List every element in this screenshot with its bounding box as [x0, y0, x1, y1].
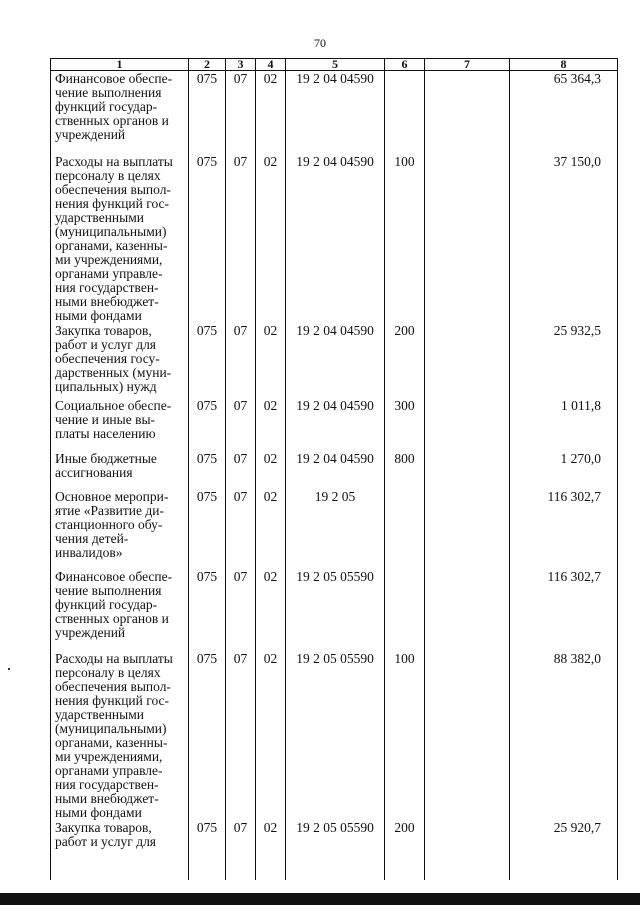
row-code-7: [425, 651, 510, 820]
row-name: Социальное обеспе- чение и иные вы- платы населению: [51, 398, 189, 451]
row-code-7: [425, 820, 510, 880]
budget-table: [50, 58, 618, 880]
row-code-2: 075: [189, 451, 226, 489]
table-row: [51, 71, 618, 154]
row-code-4: 02: [256, 398, 286, 451]
table-row: [51, 651, 618, 820]
header-cell: 3: [226, 59, 256, 71]
row-code-5: 19 2 04 04590: [286, 451, 385, 489]
row-code-2: 075: [189, 820, 226, 880]
row-code-6: [385, 569, 425, 651]
row-name: Финансовое обеспе- чение выполнения функций государ- ственных органов и учреждений: [51, 569, 189, 651]
row-code-6: 100: [385, 651, 425, 820]
row-code-4: 02: [256, 489, 286, 569]
row-code-5: 19 2 04 04590: [286, 323, 385, 398]
row-code-6: 100: [385, 154, 425, 323]
header-cell: 8: [510, 59, 618, 71]
row-code-2: 075: [189, 489, 226, 569]
row-code-2: 075: [189, 71, 226, 154]
margin-mark: [8, 668, 10, 670]
row-name: Иные бюджетные ассигнования: [51, 451, 189, 489]
row-code-6: [385, 489, 425, 569]
row-code-7: [425, 451, 510, 489]
row-code-7: [425, 398, 510, 451]
row-code-6: [385, 71, 425, 154]
row-code-7: [425, 154, 510, 323]
row-code-7: [425, 489, 510, 569]
row-sum: 65 364,3: [510, 71, 618, 154]
row-sum: 116 302,7: [510, 489, 618, 569]
header-cell: 4: [256, 59, 286, 71]
table-row: [51, 569, 618, 651]
row-name: Закупка товаров, работ и услуг для обеспечения госу- дарственных (муни- ципальных) нужд: [51, 323, 189, 398]
row-code-5: 19 2 05 05590: [286, 569, 385, 651]
row-sum: 1 270,0: [510, 451, 618, 489]
row-code-3: 07: [226, 323, 256, 398]
row-name: Закупка товаров, работ и услуг для: [51, 820, 189, 880]
header-cell: 1: [51, 59, 189, 71]
row-code-3: 07: [226, 451, 256, 489]
row-code-3: 07: [226, 154, 256, 323]
row-sum: 1 011,8: [510, 398, 618, 451]
row-code-5: 19 2 05 05590: [286, 651, 385, 820]
header-row: [51, 59, 618, 71]
table-row: [51, 154, 618, 323]
row-code-2: 075: [189, 154, 226, 323]
row-code-7: [425, 569, 510, 651]
row-code-6: 300: [385, 398, 425, 451]
row-code-3: 07: [226, 569, 256, 651]
row-code-5: 19 2 04 04590: [286, 71, 385, 154]
row-code-3: 07: [226, 651, 256, 820]
page-number: 70: [314, 36, 326, 50]
row-code-3: 07: [226, 489, 256, 569]
row-code-7: [425, 71, 510, 154]
scan-bottom-edge: [0, 893, 640, 905]
row-sum: 37 150,0: [510, 154, 618, 323]
row-name: Расходы на выплаты персоналу в целях обеспечения выпол- нения функций гос- ударственными (муниципальными) органами, казенны- ми учреждениями, органами управле- ния государствен- ными внебюджет- ными фондами: [51, 651, 189, 820]
row-code-5: 19 2 05: [286, 489, 385, 569]
row-name: Финансовое обеспе- чение выполнения функций государ- ственных органов и учреждений: [51, 71, 189, 154]
table-row: [51, 820, 618, 880]
header-cell: 5: [286, 59, 385, 71]
row-code-6: 200: [385, 820, 425, 880]
row-code-5: 19 2 04 04590: [286, 154, 385, 323]
row-code-4: 02: [256, 820, 286, 880]
row-code-6: 800: [385, 451, 425, 489]
row-code-3: 07: [226, 820, 256, 880]
row-code-4: 02: [256, 651, 286, 820]
row-sum: 25 920,7: [510, 820, 618, 880]
row-sum: 88 382,0: [510, 651, 618, 820]
row-code-5: 19 2 04 04590: [286, 398, 385, 451]
row-name: Основное меропри- ятие «Развитие ди- станционного обу- чения детей- инвалидов»: [51, 489, 189, 569]
table-row: [51, 451, 618, 489]
row-sum: 116 302,7: [510, 569, 618, 651]
row-code-6: 200: [385, 323, 425, 398]
row-code-4: 02: [256, 569, 286, 651]
table-row: [51, 398, 618, 451]
row-code-2: 075: [189, 323, 226, 398]
row-code-2: 075: [189, 569, 226, 651]
row-code-2: 075: [189, 651, 226, 820]
header-cell: 6: [385, 59, 425, 71]
row-sum: 25 932,5: [510, 323, 618, 398]
row-code-4: 02: [256, 451, 286, 489]
row-name: Расходы на выплаты персоналу в целях обеспечения выпол- нения функций гос- ударственными (муниципальными) органами, казенны- ми учреждениями, органами управле- ния государствен- ными внебюджет- ными фондами: [51, 154, 189, 323]
row-code-4: 02: [256, 154, 286, 323]
row-code-3: 07: [226, 398, 256, 451]
table-row: [51, 323, 618, 398]
row-code-2: 075: [189, 398, 226, 451]
row-code-4: 02: [256, 71, 286, 154]
row-code-5: 19 2 05 05590: [286, 820, 385, 880]
header-cell: 7: [425, 59, 510, 71]
row-code-7: [425, 323, 510, 398]
row-code-3: 07: [226, 71, 256, 154]
header-cell: 2: [189, 59, 226, 71]
row-code-4: 02: [256, 323, 286, 398]
table-row: [51, 489, 618, 569]
